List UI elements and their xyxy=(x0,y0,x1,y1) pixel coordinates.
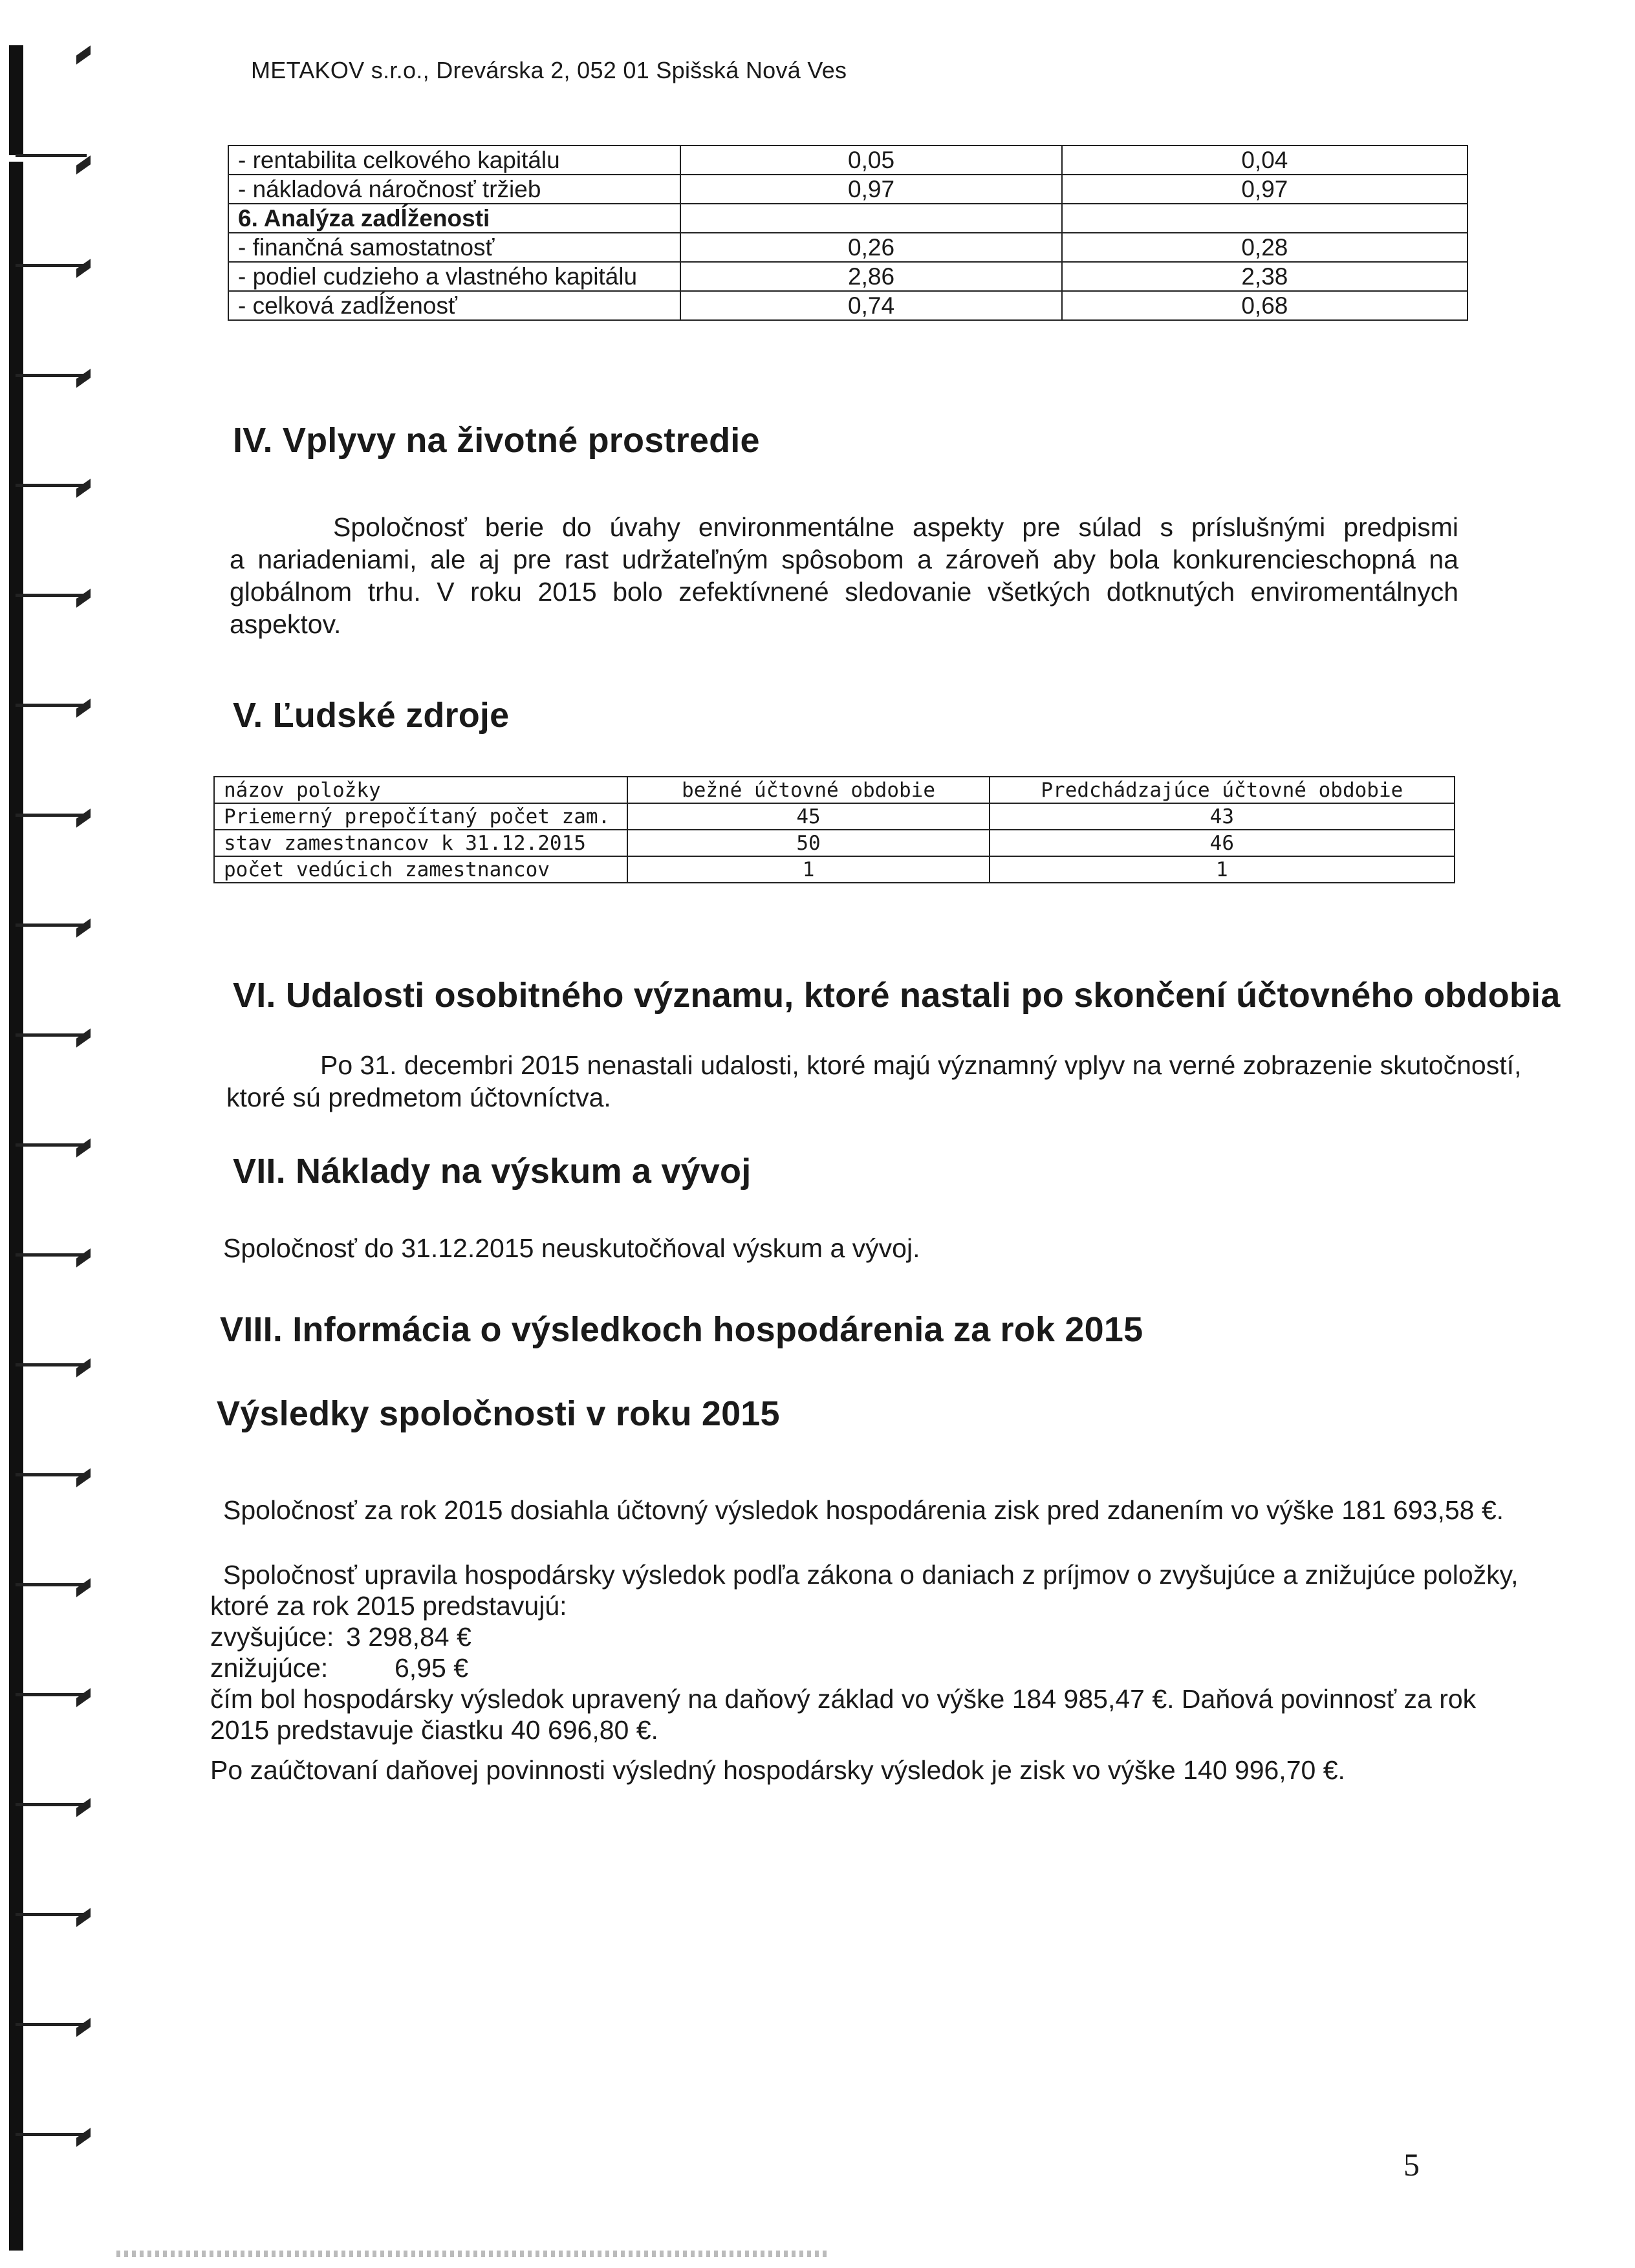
binding-mark xyxy=(9,1371,23,1481)
current-value: 0,97 xyxy=(680,175,1061,204)
decrease-value: 6,95 € xyxy=(395,1653,468,1683)
binding-mark xyxy=(9,2141,23,2251)
current-value xyxy=(680,204,1061,233)
current-value: 0,05 xyxy=(680,146,1061,175)
section-vi-heading: VI. Udalosti osobitného významu, ktoré nastali po skončení účtovného obdobia xyxy=(233,976,1561,1015)
row-label: počet vedúcich zamestnancov xyxy=(214,856,627,883)
tax-line: 2015 predstavuje čiastku 40 696,80 €. xyxy=(210,1715,658,1745)
section-iv-line: a nariadeniami, ale aj pre rast udržateľným spôsobom a zároveň aby bola konkurencieschopná na xyxy=(230,545,1458,574)
increase-value: 3 298,84 € xyxy=(346,1622,471,1652)
previous-value: 43 xyxy=(990,803,1455,830)
table-row xyxy=(214,856,1455,883)
previous-value: 0,28 xyxy=(1062,233,1467,262)
previous-value: 1 xyxy=(990,856,1455,883)
table-row xyxy=(228,233,1467,262)
tax-line: čím bol hospodársky výsledok upravený na daňový základ vo výške 184 985,47 €. Daňová povinnosť za rok xyxy=(210,1684,1477,1714)
row-label: - nákladová náročnosť tržieb xyxy=(228,175,680,204)
page-header: METAKOV s.r.o., Drevárska 2, 052 01 Spišská Nová Ves xyxy=(251,57,847,83)
row-label: - podiel cudzieho a vlastného kapitálu xyxy=(228,262,680,291)
previous-value: 0,68 xyxy=(1062,291,1467,320)
section-vii-heading: VII. Náklady na výskum a vývoj xyxy=(233,1152,752,1191)
previous-value: 0,04 xyxy=(1062,146,1467,175)
binding-mark xyxy=(9,1041,23,1151)
table-row xyxy=(228,204,1467,233)
profit-before-tax-text: Spoločnosť za rok 2015 dosiahla účtovný výsledok hospodárenia zisk pred zdanením vo výške 181 693,58 €. xyxy=(223,1495,1504,1525)
increase-label: zvyšujúce: xyxy=(210,1622,334,1652)
column-header: bežné účtovné obdobie xyxy=(627,777,989,803)
table-header-row xyxy=(214,777,1455,803)
section-vii-text: Spoločnosť do 31.12.2015 neuskutočňoval výskum a vývoj. xyxy=(223,1233,920,1263)
section-viii-subheading: Výsledky spoločnosti v roku 2015 xyxy=(217,1394,780,1433)
previous-value xyxy=(1062,204,1467,233)
section-vi-line: ktoré sú predmetom účtovníctva. xyxy=(226,1083,611,1112)
column-header: Predchádzajúce účtovné obdobie xyxy=(990,777,1455,803)
adjustment-line: Spoločnosť upravila hospodársky výsledok podľa zákona o daniach z príjmov o zvyšujúce a znižujúce položky, xyxy=(223,1560,1519,1590)
section-viii-heading: VIII. Informácia o výsledkoch hospodárenia za rok 2015 xyxy=(220,1310,1143,1349)
current-value: 50 xyxy=(627,830,989,856)
section-vi-line: Po 31. decembri 2015 nenastali udalosti, ktoré majú významný vplyv na verné zobrazenie skutočností, xyxy=(320,1050,1522,1080)
previous-value: 2,38 xyxy=(1062,262,1467,291)
binding-mark xyxy=(9,931,23,1041)
current-value: 0,74 xyxy=(680,291,1061,320)
binding-mark xyxy=(9,1261,23,1371)
binding-mark xyxy=(9,45,23,155)
table-row xyxy=(214,830,1455,856)
column-header: názov položky xyxy=(214,777,627,803)
scan-artifact xyxy=(116,2251,828,2257)
page-number: 5 xyxy=(1403,2146,1420,2183)
section-iv-heading: IV. Vplyvy na životné prostredie xyxy=(233,421,760,460)
current-value: 0,26 xyxy=(680,233,1061,262)
previous-value: 46 xyxy=(990,830,1455,856)
ratios-table xyxy=(228,145,1468,321)
binding-mark xyxy=(9,2031,23,2141)
current-value: 2,86 xyxy=(680,262,1061,291)
binding-mark xyxy=(9,272,23,382)
section-v-heading: V. Ľudské zdroje xyxy=(233,696,510,735)
section-iv-line: Spoločnosť berie do úvahy environmentálne aspekty pre súlad s príslušnými predpismi xyxy=(333,512,1458,542)
table-row xyxy=(228,262,1467,291)
final-result-text: Po zaúčtovaní daňovej povinnosti výsledný hospodársky výsledok je zisk vo výške 140 996,70 €. xyxy=(210,1755,1345,1785)
binding-edge xyxy=(0,0,129,2268)
table-row xyxy=(228,291,1467,320)
table-row xyxy=(228,146,1467,175)
binding-mark xyxy=(9,1481,23,1591)
row-label: stav zamestnancov k 31.12.2015 xyxy=(214,830,627,856)
decrease-label: znižujúce: xyxy=(210,1653,329,1683)
previous-value: 0,97 xyxy=(1062,175,1467,204)
adjustment-line: ktoré za rok 2015 predstavujú: xyxy=(210,1591,567,1621)
binding-mark xyxy=(9,821,23,931)
row-label: - finančná samostatnosť xyxy=(228,233,680,262)
binding-mark xyxy=(9,491,23,601)
binding-mark xyxy=(9,1591,23,1701)
current-value: 45 xyxy=(627,803,989,830)
binding-mark xyxy=(9,382,23,491)
table-row xyxy=(228,175,1467,204)
section-iv-line: aspektov. xyxy=(230,609,341,639)
row-label: - rentabilita celkového kapitálu xyxy=(228,146,680,175)
row-label: Priemerný prepočítaný počet zam. xyxy=(214,803,627,830)
binding-mark xyxy=(9,1921,23,2031)
binding-mark xyxy=(9,162,23,272)
binding-mark xyxy=(9,1811,23,1921)
human-resources-table xyxy=(213,776,1455,883)
section-label: 6. Analýza zadĺženosti xyxy=(228,204,680,233)
section-iv-line: globálnom trhu. V roku 2015 bolo zefektívnené sledovanie všetkých dotknutých enviromentálnych xyxy=(230,577,1458,607)
binding-mark xyxy=(9,1701,23,1811)
row-label: - celková zadĺženosť xyxy=(228,291,680,320)
binding-mark xyxy=(9,711,23,821)
binding-mark xyxy=(9,1151,23,1261)
binding-mark xyxy=(9,601,23,711)
table-row xyxy=(214,803,1455,830)
current-value: 1 xyxy=(627,856,989,883)
